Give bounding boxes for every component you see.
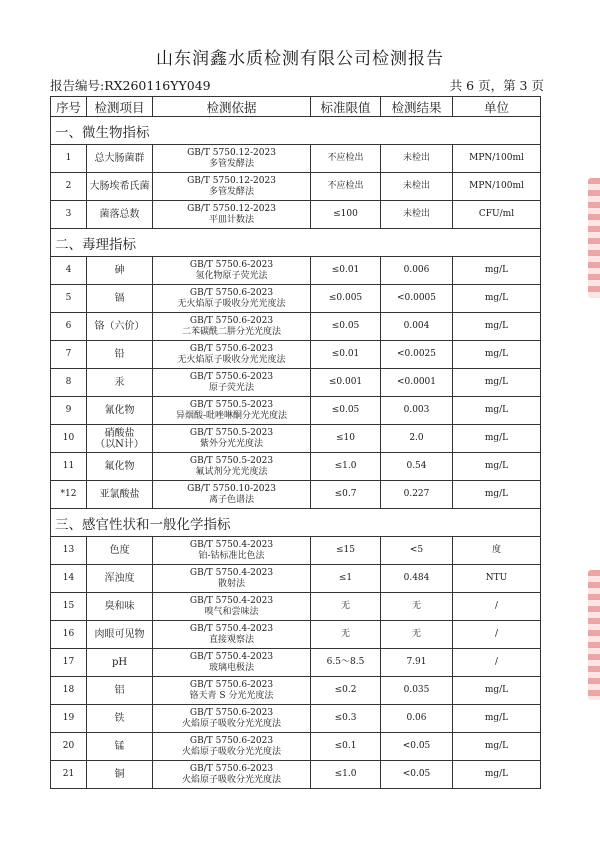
cell-item — [87, 621, 153, 649]
cell-limit: ≤0.3 — [311, 705, 381, 733]
cell-method — [153, 537, 311, 565]
item-line: 砷 — [114, 265, 125, 276]
section-title: 三、感官性状和一般化学指标 — [51, 509, 541, 537]
cell-no: 14 — [51, 565, 87, 593]
method-standard: GB/T 5750.12-2023 — [187, 203, 276, 214]
method-name: 平皿计数法 — [208, 214, 254, 225]
cell-result: <5 — [381, 537, 453, 565]
cell-result: <0.05 — [381, 733, 453, 761]
cell-unit: / — [453, 649, 541, 677]
cell-method — [153, 369, 311, 397]
cell-item — [87, 677, 153, 705]
method-standard: GB/T 5750.10-2023 — [187, 483, 276, 494]
seal-fragment-lower — [588, 570, 600, 700]
cell-item — [87, 173, 153, 201]
table-row — [51, 565, 541, 593]
cell-unit: mg/L — [453, 761, 541, 789]
item-line: 硝酸盐 — [104, 427, 135, 439]
method-standard: GB/T 5750.6-2023 — [189, 763, 274, 774]
method-standard: GB/T 5750.6-2023 — [189, 735, 274, 746]
cell-method — [153, 621, 311, 649]
cell-method — [153, 481, 311, 509]
cell-no: 17 — [51, 649, 87, 677]
cell-unit: NTU — [453, 565, 541, 593]
method-name: 火焰原子吸收分光光度法 — [181, 746, 281, 757]
method-name: 铂-钴标准比色法 — [198, 550, 265, 561]
item-line: 铁 — [114, 713, 125, 724]
cell-method — [153, 761, 311, 789]
cell-limit: ≤0.1 — [311, 733, 381, 761]
method-standard: GB/T 5750.6-2023 — [189, 315, 274, 326]
table-row — [51, 341, 541, 369]
method-standard: GB/T 5750.4-2023 — [189, 595, 274, 606]
cell-result: 未检出 — [381, 201, 453, 229]
cell-no: 5 — [51, 285, 87, 313]
cell-no: 11 — [51, 453, 87, 481]
cell-unit: mg/L — [453, 481, 541, 509]
section-row — [51, 229, 541, 257]
cell-result: 0.006 — [381, 257, 453, 285]
method-name: 嗅气和尝味法 — [204, 606, 259, 617]
method-standard: GB/T 5750.4-2023 — [189, 539, 274, 550]
item-line: 铝 — [114, 685, 125, 696]
item-line: 色度 — [109, 545, 130, 556]
cell-unit: CFU/ml — [453, 201, 541, 229]
method-standard: GB/T 5750.4-2023 — [189, 623, 274, 634]
report-number: 报告编号:RX260116YY049 — [50, 78, 211, 93]
table-row — [51, 201, 541, 229]
cell-limit: ≤0.005 — [311, 285, 381, 313]
item-line: 亚氯酸盐 — [99, 489, 140, 500]
cell-no: 2 — [51, 173, 87, 201]
cell-no: 6 — [51, 313, 87, 341]
table-row — [51, 761, 541, 789]
cell-result: 0.227 — [381, 481, 453, 509]
cell-result: 0.54 — [381, 453, 453, 481]
method-standard: GB/T 5750.6-2023 — [189, 287, 274, 298]
cell-limit: ≤1.0 — [311, 761, 381, 789]
cell-limit: 无 — [311, 621, 381, 649]
cell-result: <0.05 — [381, 761, 453, 789]
cell-no: 16 — [51, 621, 87, 649]
cell-no: 10 — [51, 425, 87, 453]
item-line: 铬（六价） — [94, 321, 145, 332]
method-name: 火焰原子吸收分光光度法 — [181, 718, 281, 729]
cell-method — [153, 397, 311, 425]
header-result: 检测结果 — [381, 97, 453, 117]
cell-item — [87, 649, 153, 677]
cell-result: <0.0005 — [381, 285, 453, 313]
cell-result: 无 — [381, 621, 453, 649]
method-name: 氟试剂分光光度法 — [195, 466, 268, 477]
cell-item — [87, 481, 153, 509]
item-line: 镉 — [114, 293, 125, 304]
cell-method — [153, 425, 311, 453]
cell-unit: mg/L — [453, 285, 541, 313]
section-row — [51, 509, 541, 537]
table-header-row — [51, 97, 541, 117]
method-name: 直接观察法 — [208, 634, 254, 645]
cell-item — [87, 397, 153, 425]
cell-no: 1 — [51, 145, 87, 173]
item-line: 大肠埃希氏菌 — [89, 181, 150, 192]
item-line: 臭和味 — [104, 601, 135, 612]
cell-unit: mg/L — [453, 397, 541, 425]
cell-limit: 不应检出 — [311, 145, 381, 173]
cell-item — [87, 733, 153, 761]
cell-item — [87, 537, 153, 565]
item-line: 铜 — [114, 769, 125, 780]
item-line: 肉眼可见物 — [94, 629, 145, 640]
item-line: 氟化物 — [104, 461, 135, 472]
cell-result: 0.004 — [381, 313, 453, 341]
cell-unit: mg/L — [453, 341, 541, 369]
section-row — [51, 117, 541, 145]
table-row — [51, 397, 541, 425]
section-title: 二、毒理指标 — [51, 229, 541, 257]
cell-limit: ≤10 — [311, 425, 381, 453]
cell-limit: ≤0.001 — [311, 369, 381, 397]
item-line: 浑浊度 — [104, 573, 135, 584]
cell-no: 3 — [51, 201, 87, 229]
cell-method — [153, 733, 311, 761]
cell-item — [87, 201, 153, 229]
method-name: 多管发酵法 — [208, 158, 254, 169]
header-method: 检测依据 — [153, 97, 311, 117]
table-row — [51, 733, 541, 761]
method-name: 离子色谱法 — [208, 494, 254, 505]
method-standard: GB/T 5750.5-2023 — [189, 399, 274, 410]
cell-limit: 6.5～8.5 — [311, 649, 381, 677]
method-name: 火焰原子吸收分光光度法 — [181, 774, 281, 785]
cell-method — [153, 593, 311, 621]
cell-unit: mg/L — [453, 705, 541, 733]
cell-no: 7 — [51, 341, 87, 369]
method-name: 铬天青 S 分光光度法 — [189, 690, 274, 701]
cell-item — [87, 705, 153, 733]
table-row — [51, 313, 541, 341]
cell-limit: ≤0.7 — [311, 481, 381, 509]
method-standard: GB/T 5750.4-2023 — [189, 651, 274, 662]
table-row — [51, 677, 541, 705]
cell-no: 21 — [51, 761, 87, 789]
cell-method — [153, 257, 311, 285]
cell-limit: ≤0.05 — [311, 313, 381, 341]
cell-method — [153, 201, 311, 229]
cell-item — [87, 257, 153, 285]
cell-method — [153, 705, 311, 733]
method-name: 氢化物原子荧光法 — [195, 270, 268, 281]
cell-item — [87, 593, 153, 621]
cell-unit: / — [453, 593, 541, 621]
cell-unit: mg/L — [453, 369, 541, 397]
cell-result: 0.484 — [381, 565, 453, 593]
cell-limit: 不应检出 — [311, 173, 381, 201]
section-title: 一、微生物指标 — [51, 117, 541, 145]
method-name: 紫外分光光度法 — [199, 438, 263, 449]
cell-unit: / — [453, 621, 541, 649]
table-row — [51, 705, 541, 733]
cell-no: 20 — [51, 733, 87, 761]
cell-item — [87, 285, 153, 313]
method-standard: GB/T 5750.5-2023 — [189, 427, 274, 438]
cell-method — [153, 677, 311, 705]
cell-limit: ≤0.01 — [311, 257, 381, 285]
cell-limit: ≤1.0 — [311, 453, 381, 481]
header-limit: 标准限值 — [311, 97, 381, 117]
method-name: 原子荧光法 — [208, 382, 254, 393]
cell-result: 0.035 — [381, 677, 453, 705]
method-standard: GB/T 5750.6-2023 — [189, 371, 274, 382]
cell-unit: 度 — [453, 537, 541, 565]
seal-fragment-upper — [588, 178, 600, 298]
cell-result: 0.003 — [381, 397, 453, 425]
table-row — [51, 453, 541, 481]
cell-unit: MPN/100ml — [453, 173, 541, 201]
cell-result: 无 — [381, 593, 453, 621]
table-row — [51, 173, 541, 201]
cell-limit: ≤1 — [311, 565, 381, 593]
cell-item — [87, 453, 153, 481]
table-row — [51, 621, 541, 649]
cell-no: 18 — [51, 677, 87, 705]
cell-unit: mg/L — [453, 453, 541, 481]
cell-limit: 无 — [311, 593, 381, 621]
method-name: 无火焰原子吸收分光光度法 — [177, 298, 286, 309]
method-standard: GB/T 5750.5-2023 — [189, 455, 274, 466]
item-line: 铅 — [114, 349, 125, 360]
cell-no: *12 — [51, 481, 87, 509]
header-unit: 单位 — [453, 97, 541, 117]
item-line: pH — [111, 657, 128, 668]
header-no: 序号 — [51, 97, 87, 117]
table-row — [51, 649, 541, 677]
cell-item — [87, 425, 153, 453]
method-standard: GB/T 5750.6-2023 — [189, 343, 274, 354]
method-standard: GB/T 5750.4-2023 — [189, 567, 274, 578]
method-standard: GB/T 5750.12-2023 — [187, 147, 276, 158]
test-results-table — [50, 96, 541, 789]
item-line: 氰化物 — [104, 405, 135, 416]
cell-item — [87, 341, 153, 369]
table-row — [51, 145, 541, 173]
cell-no: 19 — [51, 705, 87, 733]
method-standard: GB/T 5750.12-2023 — [187, 175, 276, 186]
cell-method — [153, 453, 311, 481]
page-indicator: 共 6 页，第 3 页 — [449, 78, 544, 93]
cell-result: 7.91 — [381, 649, 453, 677]
cell-item — [87, 369, 153, 397]
report-title: 山东润鑫水质检测有限公司检测报告 — [156, 49, 444, 69]
item-line: 菌落总数 — [99, 209, 140, 220]
cell-limit: ≤0.05 — [311, 397, 381, 425]
cell-method — [153, 145, 311, 173]
cell-unit: mg/L — [453, 313, 541, 341]
cell-limit: ≤15 — [311, 537, 381, 565]
cell-method — [153, 173, 311, 201]
table-row — [51, 481, 541, 509]
cell-result: <0.0001 — [381, 369, 453, 397]
method-name: 散射法 — [217, 578, 245, 589]
item-line: 汞 — [114, 377, 125, 388]
table-row — [51, 593, 541, 621]
cell-item — [87, 761, 153, 789]
cell-unit: MPN/100ml — [453, 145, 541, 173]
cell-no: 9 — [51, 397, 87, 425]
table-row — [51, 537, 541, 565]
method-name: 异烟酸-吡唑啉酮分光光度法 — [175, 410, 288, 421]
method-standard: GB/T 5750.6-2023 — [189, 707, 274, 718]
cell-method — [153, 341, 311, 369]
cell-no: 4 — [51, 257, 87, 285]
method-name: 二苯碳酰二肼分光光度法 — [181, 326, 281, 337]
cell-no: 15 — [51, 593, 87, 621]
header-item: 检测项目 — [87, 97, 153, 117]
method-standard: GB/T 5750.6-2023 — [189, 259, 274, 270]
cell-item — [87, 145, 153, 173]
cell-result: <0.0025 — [381, 341, 453, 369]
cell-no: 8 — [51, 369, 87, 397]
cell-method — [153, 313, 311, 341]
item-line: （以N计） — [95, 438, 144, 450]
method-name: 无火焰原子吸收分光光度法 — [177, 354, 286, 365]
table-row — [51, 369, 541, 397]
cell-unit: mg/L — [453, 257, 541, 285]
cell-method — [153, 649, 311, 677]
method-standard: GB/T 5750.6-2023 — [189, 679, 274, 690]
cell-unit: mg/L — [453, 733, 541, 761]
cell-item — [87, 565, 153, 593]
cell-item — [87, 313, 153, 341]
table-row — [51, 257, 541, 285]
cell-limit: ≤100 — [311, 201, 381, 229]
cell-method — [153, 565, 311, 593]
method-name: 多管发酵法 — [208, 186, 254, 197]
table-row — [51, 425, 541, 453]
item-line: 锰 — [114, 741, 125, 752]
cell-unit: mg/L — [453, 677, 541, 705]
cell-result: 0.06 — [381, 705, 453, 733]
cell-result: 2.0 — [381, 425, 453, 453]
table-row — [51, 285, 541, 313]
cell-limit: ≤0.2 — [311, 677, 381, 705]
cell-result: 未检出 — [381, 173, 453, 201]
item-line: 总大肠菌群 — [94, 153, 145, 164]
cell-unit: mg/L — [453, 425, 541, 453]
cell-limit: ≤0.01 — [311, 341, 381, 369]
cell-method — [153, 285, 311, 313]
cell-no: 13 — [51, 537, 87, 565]
cell-result: 未检出 — [381, 145, 453, 173]
method-name: 玻璃电极法 — [208, 662, 254, 673]
